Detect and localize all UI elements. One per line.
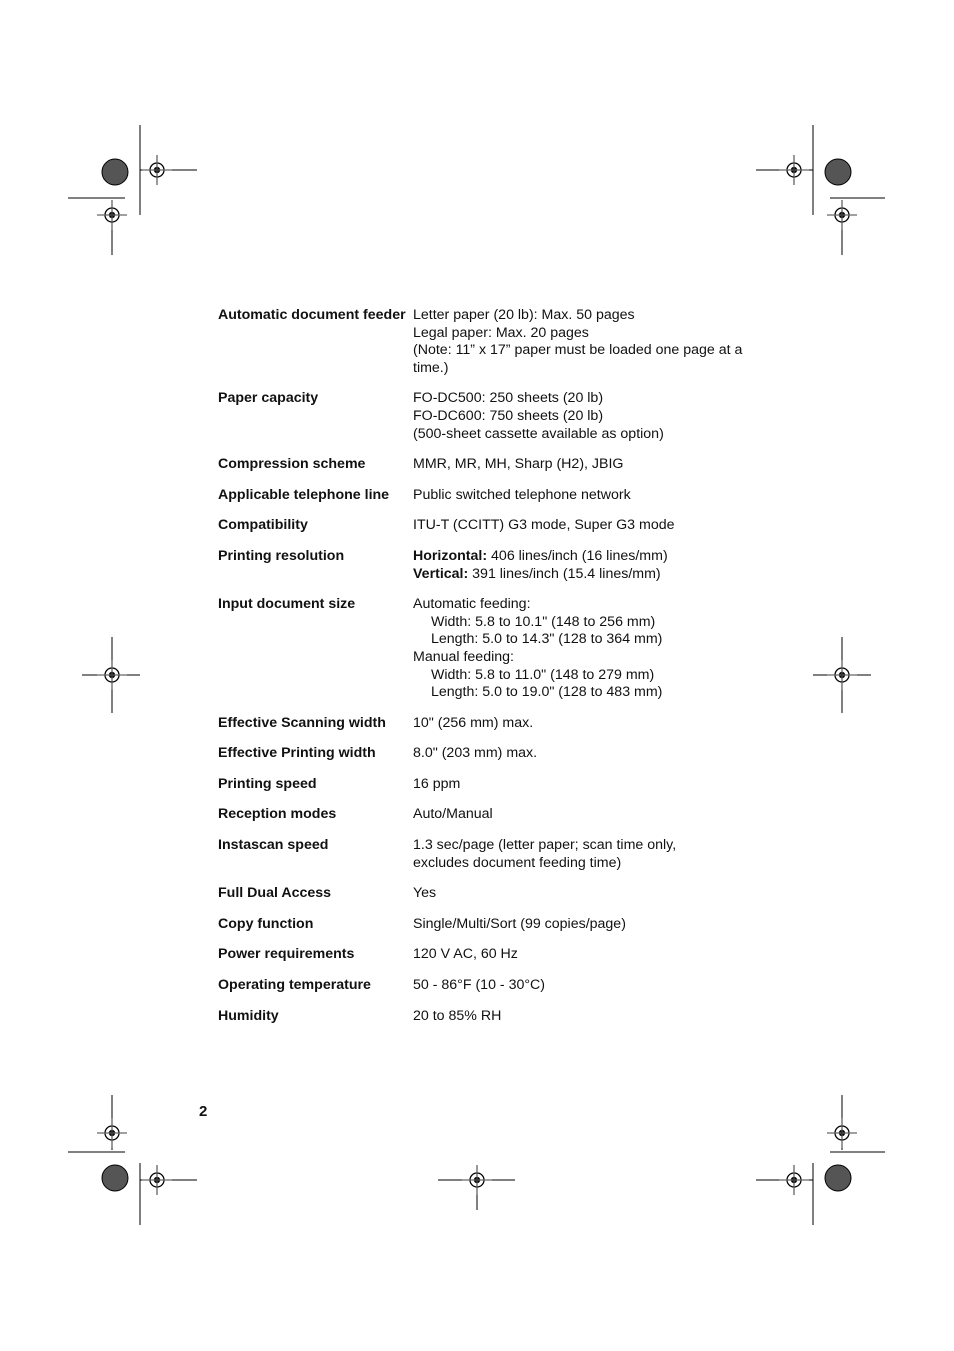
spec-value-line xyxy=(413,667,778,685)
spec-value-line xyxy=(413,342,743,377)
spec-value-line xyxy=(413,596,778,614)
spec-value xyxy=(413,456,778,474)
spec-value xyxy=(413,837,778,872)
spec-value-line xyxy=(413,1008,778,1026)
spec-value-text: (Note: 11” x 17” paper must be loaded one page at a time.) xyxy=(413,342,743,376)
spec-value-text: ITU-T (CCITT) G3 mode, Super G3 mode xyxy=(413,517,675,534)
spec-row xyxy=(218,456,778,474)
spec-value-text: Manual feeding: xyxy=(413,648,514,665)
spec-value-line xyxy=(413,806,778,824)
spec-row xyxy=(218,806,778,824)
spec-label: Humidity xyxy=(218,1007,279,1024)
spec-value-line xyxy=(413,614,778,632)
spec-value-text: 391 lines/inch (15.4 lines/mm) xyxy=(468,565,661,582)
page-number: 2 xyxy=(199,1103,208,1120)
spec-value-line xyxy=(413,566,778,584)
spec-value-line xyxy=(413,390,778,408)
spec-value-line xyxy=(413,855,778,873)
spec-value-line xyxy=(413,548,778,566)
spec-value-text: 8.0" (203 mm) max. xyxy=(413,745,538,762)
spec-value-text: excludes document feeding time) xyxy=(413,854,622,871)
spec-row xyxy=(218,487,778,505)
spec-value-text: (500-sheet cassette available as option) xyxy=(413,425,664,442)
spec-value-line xyxy=(413,487,778,505)
spec-value-text: Length: 5.0 to 19.0" (128 to 483 mm) xyxy=(431,684,663,701)
spec-value-text: 406 lines/inch (16 lines/mm) xyxy=(487,547,668,564)
spec-label: Full Dual Access xyxy=(218,885,332,902)
spec-value xyxy=(413,776,778,794)
spec-value xyxy=(413,916,778,934)
spec-value xyxy=(413,548,778,583)
spec-label: Automatic document feeder xyxy=(218,307,406,323)
spec-value-text: Width: 5.8 to 10.1" (148 to 256 mm) xyxy=(431,613,656,630)
spec-value-line xyxy=(413,631,778,649)
spec-value xyxy=(413,487,778,505)
specifications-table xyxy=(218,307,778,1025)
spec-value-text: Yes xyxy=(413,885,437,902)
registration-mark-bottom-left xyxy=(68,1095,197,1225)
spec-value xyxy=(413,745,778,763)
spec-value-text: FO-DC600: 750 sheets (20 lb) xyxy=(413,407,604,424)
spec-row xyxy=(218,837,778,872)
spec-value-text: Public switched telephone network xyxy=(413,486,631,503)
registration-mark-top-right xyxy=(756,125,885,255)
spec-value-text: MMR, MR, MH, Sharp (H2), JBIG xyxy=(413,456,624,473)
spec-value-emphasis: Vertical: xyxy=(413,565,469,582)
spec-value xyxy=(413,885,778,903)
spec-row xyxy=(218,885,778,903)
spec-row xyxy=(218,745,778,763)
spec-row xyxy=(218,916,778,934)
spec-value-text: Legal paper: Max. 20 pages xyxy=(413,324,589,341)
spec-value-text: 20 to 85% RH xyxy=(413,1007,502,1024)
spec-value-emphasis: Horizontal: xyxy=(413,547,488,564)
spec-row xyxy=(218,307,778,377)
spec-value-line xyxy=(413,426,778,444)
spec-label: Copy function xyxy=(218,915,314,932)
spec-value-line xyxy=(413,946,778,964)
spec-value-line xyxy=(413,649,778,667)
spec-label: Input document size xyxy=(218,596,356,613)
spec-value xyxy=(413,1008,778,1026)
spec-row xyxy=(218,517,778,535)
spec-label: Operating temperature xyxy=(218,977,371,994)
spec-value-text: Automatic feeding: xyxy=(413,596,531,613)
spec-row xyxy=(218,390,778,443)
spec-label: Instascan speed xyxy=(218,837,329,854)
spec-row xyxy=(218,715,778,733)
spec-value xyxy=(413,715,778,733)
spec-value xyxy=(413,946,778,964)
spec-value xyxy=(413,596,778,702)
spec-row xyxy=(218,946,778,964)
spec-value-line xyxy=(413,916,778,934)
registration-mark-bottom-right xyxy=(756,1095,885,1225)
spec-label: Applicable telephone line xyxy=(218,486,390,503)
spec-value-line xyxy=(413,456,778,474)
spec-value-line xyxy=(413,307,778,325)
spec-value-text: Length: 5.0 to 14.3" (128 to 364 mm) xyxy=(431,631,663,648)
spec-row xyxy=(218,776,778,794)
spec-row xyxy=(218,548,778,583)
spec-value-line xyxy=(413,325,778,343)
registration-mark-top-left xyxy=(68,125,197,255)
spec-value-text: FO-DC500: 250 sheets (20 lb) xyxy=(413,390,604,407)
spec-value-text: 16 ppm xyxy=(413,775,461,792)
spec-label: Printing resolution xyxy=(218,547,345,564)
spec-label: Compression scheme xyxy=(218,456,366,473)
spec-value-line xyxy=(413,517,778,535)
spec-row xyxy=(218,1008,778,1026)
spec-label: Effective Printing width xyxy=(218,745,376,762)
spec-value xyxy=(413,517,778,535)
spec-value-line xyxy=(413,408,778,426)
spec-value-text: Width: 5.8 to 11.0" (148 to 279 mm) xyxy=(431,666,655,683)
spec-value-line xyxy=(413,837,778,855)
spec-value-text: Single/Multi/Sort (99 copies/page) xyxy=(413,915,626,932)
spec-value xyxy=(413,307,778,377)
spec-value-line xyxy=(413,715,778,733)
spec-value-line xyxy=(413,977,778,995)
registration-mark-bottom-center xyxy=(438,1165,515,1210)
spec-value-line xyxy=(413,776,778,794)
spec-row xyxy=(218,977,778,995)
spec-value-line xyxy=(413,745,778,763)
spec-value-line xyxy=(413,885,778,903)
spec-value-text: 50 - 86°F (10 - 30°C) xyxy=(413,977,545,994)
spec-value-text: 120 V AC, 60 Hz xyxy=(413,946,518,963)
spec-label: Printing speed xyxy=(218,775,317,792)
spec-row xyxy=(218,596,778,702)
spec-value xyxy=(413,806,778,824)
spec-value-text: 10" (256 mm) max. xyxy=(413,714,534,731)
spec-value-text: Auto/Manual xyxy=(413,806,493,823)
spec-label: Paper capacity xyxy=(218,390,319,407)
spec-label: Reception modes xyxy=(218,806,337,823)
spec-value xyxy=(413,390,778,443)
spec-value-text: 1.3 sec/page (letter paper; scan time only, xyxy=(413,837,677,854)
spec-label: Compatibility xyxy=(218,517,308,534)
registration-mark-middle-left xyxy=(82,637,140,713)
spec-value xyxy=(413,977,778,995)
spec-value-text: Letter paper (20 lb): Max. 50 pages xyxy=(413,307,635,323)
spec-label: Effective Scanning width xyxy=(218,714,386,731)
registration-mark-middle-right xyxy=(813,637,871,713)
spec-value-line xyxy=(413,684,778,702)
spec-label: Power requirements xyxy=(218,946,355,963)
